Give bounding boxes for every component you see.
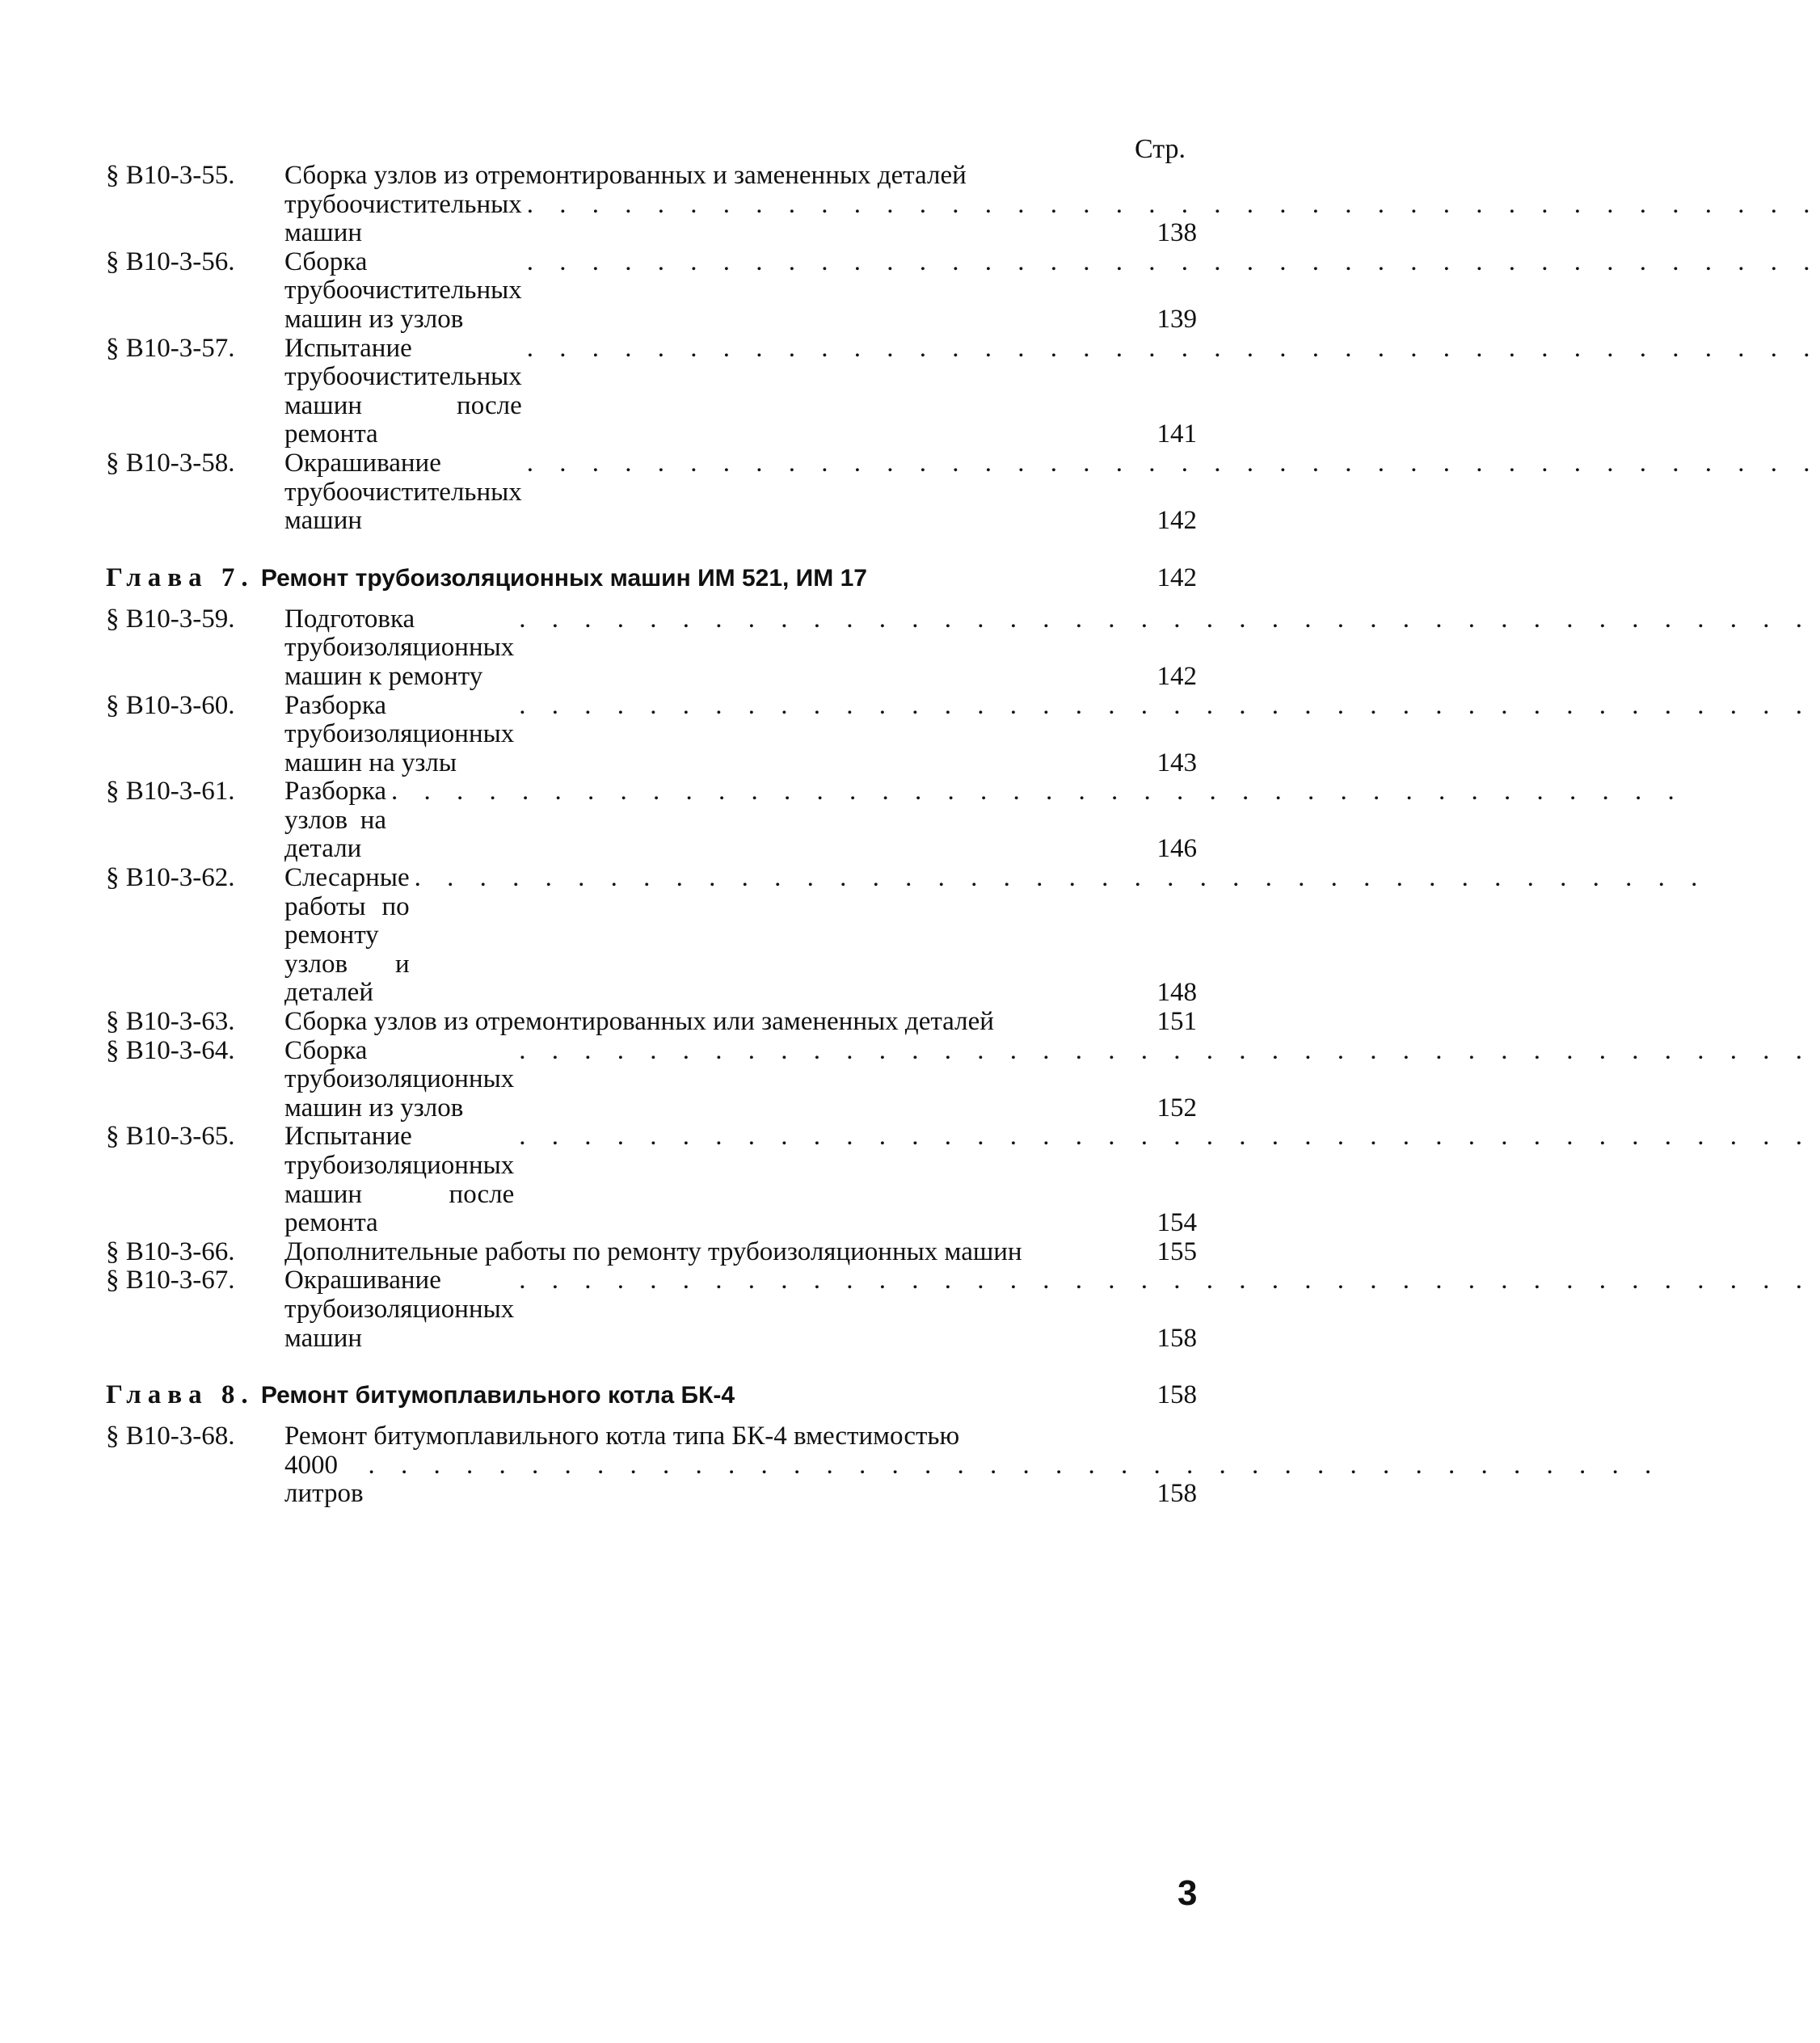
section-number: § В10-3-59. [106,604,235,634]
chapter-heading [106,1380,1197,1411]
toc-entry [106,1238,1197,1267]
toc-entry [106,1035,1813,1123]
page-number: 139 [1156,304,1197,334]
dot-leader: . . . . . . . . . . . . . . . . . . . . . . . . . . . . . . . . . . . . . . . . [519,1122,1813,1152]
section-number: § В10-3-61. [106,777,235,807]
dot-leader: . . . . . . . . . . . . . . . . . . . . . . . . . . . . . . . . . . . . . . . . [391,777,1684,807]
section-number: § В10-3-56. [106,246,235,276]
page-number: 158 [1156,1380,1197,1410]
page-number: 143 [1156,748,1197,777]
toc-entry [106,690,1813,778]
page-number: 142 [1156,562,1197,592]
chapter-title: Ремонт трубоизоляционных машин ИМ 521, ИМ 17 [260,564,867,592]
entry-title-line: трубоочистительных машин [284,189,522,248]
table-of-contents [106,161,1820,1509]
dot-leader: . . . . . . . . . . . . . . . . . . . . . . . . . . . . . . . . . . . . . . . . [519,690,1813,720]
section-number: § В10-3-60. [106,690,235,720]
section-number: § В10-3-58. [106,448,235,478]
entry-title: Сборка трубоочистительных машин из узлов [284,246,522,334]
section-number: § В10-3-63. [106,1007,235,1037]
page-number: 158 [1156,1323,1197,1353]
page-number: 138 [1156,218,1197,248]
toc-entry [106,1122,1813,1238]
page-number: 148 [1156,978,1197,1008]
chapter-label: Глава 8. [106,1380,255,1410]
page-folio-number: 3 [1178,1873,1198,1913]
dot-leader: . . . . . . . . . . . . . . . . . . . . . . . . . . . . . . . . . . . . . . . . [519,1266,1813,1295]
entry-title: Разборка трубоизоляционных машин на узлы [284,690,515,777]
chapter-title: Ремонт битумоплавильного котла БК-4 [260,1382,735,1409]
entry-title: Дополнительные работы по ремонту трубоизоляционных машин [284,1236,1022,1266]
toc-entry [106,1422,1662,1509]
entry-title: Испытание трубоизоляционных машин после ремонта [284,1122,515,1238]
chapter-label: Глава 7. [106,562,255,592]
toc-entry [106,863,1708,1008]
toc-entry [106,448,1820,536]
section-number: § В10-3-67. [106,1266,235,1295]
page-number: 158 [1156,1479,1197,1509]
entry-title-line: Сборка узлов из отремонтированных и замененных деталей [284,161,967,190]
entry-title: Слесарные работы по ремонту узлов и деталей [284,863,410,1008]
entry-title: Сборка узлов из отремонтированных или замененных деталей [284,1007,994,1037]
entry-title: Испытание трубоочистительных машин после ремонта [284,333,522,449]
entry-title: Окрашивание трубоочистительных машин [284,448,522,536]
dot-leader: . . . . . . . . . . . . . . . . . . . . . . . . . . . . . . . . . . . . . . . . [526,333,1820,363]
section-number: § В10-3-57. [106,333,235,363]
dot-leader: . . . . . . . . . . . . . . . . . . . . . . . . . . . . . . . . . . . . . . . . [368,1450,1662,1480]
toc-entry [106,246,1820,335]
page-number: 146 [1156,834,1197,864]
entry-title: Разборка узлов на детали [284,777,387,864]
dot-leader: . . . . . . . . . . . . . . . . . . . . . . . . . . . . . . . . . . . . . . . . [526,246,1820,276]
dot-leader: . . . . . . . . . . . . . . . . . . . . . . . . . . . . . . . . . . . . . . . . [414,863,1708,893]
entry-title: Окрашивание трубоизоляционных машин [284,1266,515,1353]
page-number: 151 [1156,1007,1197,1037]
page-number: 142 [1156,506,1197,536]
chapter-heading [106,562,1197,594]
page-column-header: Стр. [1135,134,1186,164]
toc-entry [106,1008,1197,1037]
toc-entry [106,333,1820,449]
page-number: 141 [1156,419,1197,449]
dot-leader: . . . . . . . . . . . . . . . . . . . . . . . . . . . . . . . . . . . . . . . . [526,189,1820,219]
dot-leader: . . . . . . . . . . . . . . . . . . . . . . . . . . . . . . . . . . . . . . . . [526,448,1820,478]
page-number: 142 [1156,661,1197,691]
page-number: 155 [1156,1236,1197,1266]
entry-title-line: Ремонт битумоплавильного котла типа БК-4 вместимостью [284,1422,960,1451]
dot-leader: . . . . . . . . . . . . . . . . . . . . . . . . . . . . . . . . . . . . . . . . [519,1035,1813,1065]
entry-title: Подготовка трубоизоляционных машин к ремонту [284,604,515,691]
dot-leader: . . . . . . . . . . . . . . . . . . . . . . . . . . . . . . . . . . . . . . . . [519,604,1813,634]
section-number: § В10-3-64. [106,1035,235,1065]
toc-entry [106,777,1684,864]
toc-entry [106,604,1813,692]
entry-title: Сборка трубоизоляционных машин из узлов [284,1035,515,1123]
page-number: 154 [1156,1208,1197,1238]
section-number: § В10-3-62. [106,863,235,893]
toc-entry [106,1266,1813,1353]
section-number: § В10-3-65. [106,1122,235,1152]
entry-title-line: 4000 литров [284,1450,364,1509]
section-number: § В10-3-68. [106,1422,235,1451]
section-number: § В10-3-66. [106,1236,235,1266]
toc-entry [106,161,1820,248]
section-number: § В10-3-55. [106,161,235,190]
page-number: 152 [1156,1093,1197,1123]
